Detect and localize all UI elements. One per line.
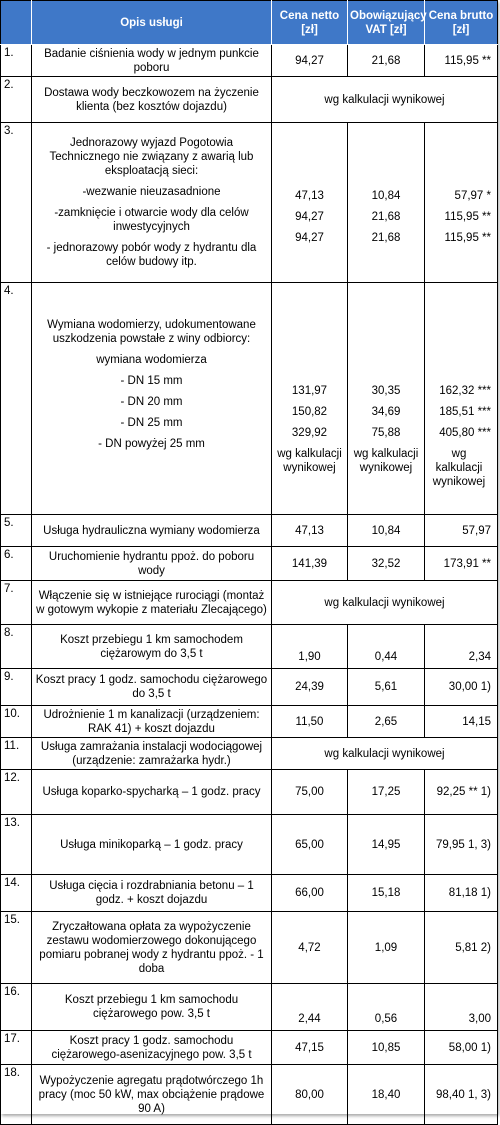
row-description: Koszt pracy 1 godz. samochodu ciężarowego do 3,5 t (32, 669, 272, 706)
row-vat: 32,52 (348, 547, 425, 581)
row-net-price: 80,00 (272, 1065, 348, 1125)
row-net-price: 47,15 (272, 1031, 348, 1065)
sub-item-vat: 34,69 (371, 406, 401, 418)
table-row (1, 738, 498, 770)
row-vat: 15,18 (348, 875, 425, 912)
row-calculation-note: wg kalkulacji wynikowej (272, 581, 498, 625)
row-description: Koszt pracy 1 godz. samochodu ciężarowego-asenizacyjnego pow. 3,5 t (32, 1031, 272, 1065)
row-net-price (272, 283, 348, 515)
row-vat (348, 123, 425, 283)
sub-item-gross: 115,95 ** (444, 211, 491, 223)
row-gross-price: 30,00 1) (425, 669, 498, 706)
sub-item-vat: 10,84 (371, 190, 401, 202)
row-number: 9. (1, 669, 32, 706)
sub-item-net: 150,82 (291, 406, 328, 418)
row-description: Badanie ciśnienia wody w jednym punkcie poboru (32, 45, 272, 77)
row-gross-price (425, 283, 498, 515)
row-vat: 2,65 (348, 706, 425, 738)
row-vat: 0,56 (348, 984, 425, 1031)
row-description: Usługa koparko-spycharką – 1 godz. pracy (32, 770, 272, 815)
row-net-price: 2,44 (272, 984, 348, 1031)
sub-item-vat: 30,35 (371, 385, 401, 397)
table-row (1, 770, 498, 815)
header-description: Opis usługi (32, 1, 272, 45)
row-vat: 1,09 (348, 912, 425, 984)
row-gross-price: 3,00 (425, 984, 498, 1031)
row-gross-price: 58,00 1) (425, 1031, 498, 1065)
row-gross-price: 81,18 1) (425, 875, 498, 912)
row-description: Uruchomienie hydrantu ppoż. do poboru wody (32, 547, 272, 581)
row-description: Usługa cięcia i rozdrabniania betonu – 1 godz. + koszt dojazdu (32, 875, 272, 912)
table-row (1, 875, 498, 912)
row-vat: 17,25 (348, 770, 425, 815)
row-net-price: 11,50 (272, 706, 348, 738)
row-number: 17. (1, 1031, 32, 1065)
sub-item-gross: 115,95 ** (444, 232, 491, 244)
row-gross-price: 79,95 1, 3) (425, 815, 498, 875)
row-gross-price (425, 123, 498, 283)
sub-item-net: 131,97 (291, 385, 328, 397)
row-number: 6. (1, 547, 32, 581)
header-vat: Obowiązujący VAT [zł] (348, 1, 425, 45)
row-net-price: 66,00 (272, 875, 348, 912)
header-net-price: Cena netto [zł] (272, 1, 348, 45)
row-description: Koszt przebiegu 1 km samochodu ciężarowego pow. 3,5 t (32, 984, 272, 1031)
table-row (1, 912, 498, 984)
sub-item-gross: wg kalkulacji wynikowej (432, 448, 486, 488)
row-number: 3. (1, 123, 32, 283)
row-net-price: 94,27 (272, 45, 348, 77)
table-row (1, 123, 498, 283)
sub-item-description: - DN 15 mm (120, 375, 183, 387)
sub-item-gross: 405,80 *** (439, 427, 491, 439)
row-vat: 14,95 (348, 815, 425, 875)
table-row (1, 581, 498, 625)
sub-item-description: -zamknięcie i otwarcie wody dla celów inwestycyjnych (54, 207, 249, 233)
row-gross-price: 2,34 (425, 625, 498, 669)
row-number: 7. (1, 581, 32, 625)
row-number: 10. (1, 706, 32, 738)
row-net-price: 65,00 (272, 815, 348, 875)
row-vat: 18,40 (348, 1065, 425, 1125)
row-description: Zryczałtowana opłata za wypożyczenie zestawu wodomierzowego dokonującego pomiaru pobranej wody z hydrantu ppoż. - 1 doba (32, 912, 272, 984)
table-row (1, 815, 498, 875)
sub-item-description: - DN powyżej 25 mm (98, 438, 205, 450)
row-description: Udrożnienie 1 m kanalizacji (urządzeniem: RAK 41) + koszt dojazdu (32, 706, 272, 738)
row-gross-price: 115,95 ** (425, 45, 498, 77)
row-gross-price: 57,97 (425, 515, 498, 547)
row-net-price: 1,90 (272, 625, 348, 669)
table-row (1, 706, 498, 738)
row-number: 4. (1, 283, 32, 515)
table-row (1, 1031, 498, 1065)
row-net-price: 141,39 (272, 547, 348, 581)
row-description (32, 123, 272, 283)
row-net-price: 47,13 (272, 515, 348, 547)
table-header-row (1, 1, 498, 45)
row-description: Wypożyczenie agregatu prądotwórczego 1h pracy (moc 50 kW, max obciążenie prądowe 90 A) (32, 1065, 272, 1125)
row-number: 16. (1, 984, 32, 1031)
row-description: Usługa hydrauliczna wymiany wodomierza (32, 515, 272, 547)
table-row (1, 669, 498, 706)
row-intro-secondary: wymiana wodomierza (96, 354, 207, 366)
row-net-price: 75,00 (272, 770, 348, 815)
sub-item-net: 94,27 (295, 211, 324, 223)
table-row (1, 625, 498, 669)
row-net-price: 24,39 (272, 669, 348, 706)
row-vat: 10,84 (348, 515, 425, 547)
table-row (1, 45, 498, 77)
sub-item-gross: 162,32 *** (439, 385, 491, 397)
row-number: 14. (1, 875, 32, 912)
row-number: 1. (1, 45, 32, 77)
sub-item-vat: wg kalkulacji wynikowej (353, 448, 419, 474)
row-description: Dostawa wody beczkowozem na życzenie klienta (bez kosztów dojazdu) (32, 77, 272, 123)
sub-item-net: wg kalkulacji wynikowej (277, 448, 342, 474)
row-number: 15. (1, 912, 32, 984)
sub-item-description: - DN 25 mm (120, 417, 183, 429)
table-row (1, 77, 498, 123)
row-gross-price: 14,15 (425, 706, 498, 738)
row-description: Usługa zamrażania instalacji wodociągowej (urządzenie: zamrażarka hydr.) (32, 738, 272, 770)
table-row (1, 547, 498, 581)
row-intro: Wymiana wodomierzy, udokumentowane uszkodzenia powstałe z winy odbiorcy: (47, 319, 256, 345)
sub-item-net: 94,27 (295, 232, 324, 244)
row-number: 5. (1, 515, 32, 547)
row-number: 18. (1, 1065, 32, 1125)
row-description (32, 283, 272, 515)
row-gross-price: 98,40 1, 3) (425, 1065, 498, 1125)
table-row (1, 515, 498, 547)
sub-item-description: -wezwanie nieuzasadnione (82, 186, 221, 198)
sub-item-net: 47,13 (295, 190, 324, 202)
row-net-price (272, 123, 348, 283)
row-number: 13. (1, 815, 32, 875)
row-number: 12. (1, 770, 32, 815)
row-vat: 10,85 (348, 1031, 425, 1065)
row-net-price: 4,72 (272, 912, 348, 984)
row-calculation-note: wg kalkulacji wynikowej (272, 738, 498, 770)
table-row (1, 283, 498, 515)
sub-item-vat: 21,68 (371, 211, 401, 223)
row-number: 11. (1, 738, 32, 770)
sub-item-description: - DN 20 mm (120, 396, 183, 408)
sub-item-description: - jednorazowy pobór wody z hydrantu dla celów budowy itp. (46, 242, 257, 268)
sub-item-vat: 75,88 (371, 427, 401, 439)
row-gross-price: 5,81 2) (425, 912, 498, 984)
sub-item-gross: 185,51 *** (439, 406, 491, 418)
row-vat (348, 283, 425, 515)
row-gross-price: 92,25 ** 1) (425, 770, 498, 815)
row-vat: 21,68 (348, 45, 425, 77)
row-vat: 5,61 (348, 669, 425, 706)
header-no (1, 1, 32, 45)
header-gross-price: Cena brutto [zł] (425, 1, 498, 45)
sub-item-net: 329,92 (291, 427, 328, 439)
row-description: Koszt przebiegu 1 km samochodem ciężarowym do 3,5 t (32, 625, 272, 669)
row-calculation-note: wg kalkulacji wynikowej (272, 77, 498, 123)
row-description: Usługa minikoparką – 1 godz. pracy (32, 815, 272, 875)
sub-item-gross: 57,97 * (454, 190, 491, 202)
table-row (1, 1065, 498, 1125)
row-intro: Jednorazowy wyjazd Pogotowia Technicznego nie związany z awarią lub eksploatacją sieci: (49, 137, 254, 177)
table-row (1, 984, 498, 1031)
row-description: Włączenie się w istniejące rurociągi (montaż w gotowym wykopie z materiału Zlecającego) (32, 581, 272, 625)
row-number: 8. (1, 625, 32, 669)
row-number: 2. (1, 77, 32, 123)
row-vat: 0,44 (348, 625, 425, 669)
sub-item-vat: 21,68 (371, 232, 401, 244)
row-gross-price: 173,91 ** (425, 547, 498, 581)
